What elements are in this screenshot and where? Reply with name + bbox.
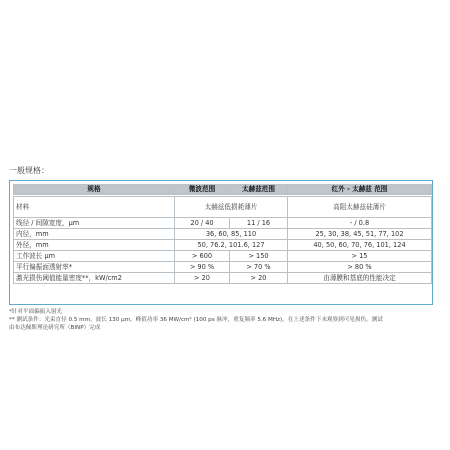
cell-wire-thz: 11 / 16 bbox=[230, 218, 288, 229]
footnote-2: ** 测试条件：光束直径 0.5 mm，波长 130 µm，峰值功率 36 MW/cm² (100 ps 脉冲，重复频率 5.6 MHz)，在上述条件下未观察到可见损伤。测试 bbox=[9, 317, 383, 323]
row-label-wire: 线径 / 间隙宽度，µm bbox=[14, 218, 175, 229]
spec-table bbox=[13, 184, 432, 284]
cell-material-mw-thz: 太赫兹低损耗薄片 bbox=[175, 197, 288, 218]
cell-wire-ir: - / 0.8 bbox=[288, 218, 432, 229]
cell-damage-ir: 由薄膜和基底的性能决定 bbox=[288, 273, 432, 284]
cell-transmission-ir: > 80 % bbox=[288, 262, 432, 273]
column-header-terahertz: 太赫兹范围 bbox=[230, 185, 288, 195]
table-header-row bbox=[14, 185, 432, 195]
cell-outer-mw-thz: 50, 76.2, 101.6, 127 bbox=[175, 240, 288, 251]
cell-damage-thz: > 20 bbox=[230, 273, 288, 284]
table-row bbox=[14, 251, 432, 262]
spec-table-frame bbox=[9, 180, 433, 305]
row-label-outer-diameter: 外径，mm bbox=[14, 240, 175, 251]
row-label-wavelength: 工作波长 µm bbox=[14, 251, 175, 262]
cell-transmission-mw: > 90 % bbox=[175, 262, 230, 273]
column-header-ir-thz: 红外 - 太赫兹 范围 bbox=[288, 185, 432, 195]
cell-damage-mw: > 20 bbox=[175, 273, 230, 284]
table-row bbox=[14, 262, 432, 273]
footnotes bbox=[9, 308, 441, 332]
table-row bbox=[14, 229, 432, 240]
cell-inner-mw-thz: 36, 60, 85, 110 bbox=[175, 229, 288, 240]
row-label-inner-diameter: 内径，mm bbox=[14, 229, 175, 240]
cell-wavelength-thz: > 150 bbox=[230, 251, 288, 262]
table-row bbox=[14, 218, 432, 229]
cell-outer-ir: 40, 50, 60, 70, 76, 101, 124 bbox=[288, 240, 432, 251]
footnote-1: *针对平面偏振入射光 bbox=[9, 309, 63, 315]
row-label-material: 材料 bbox=[14, 197, 175, 218]
cell-transmission-thz: > 70 % bbox=[230, 262, 288, 273]
cell-inner-ir: 25, 30, 38, 45, 51, 77, 102 bbox=[288, 229, 432, 240]
column-header-microwave: 微波范围 bbox=[175, 185, 230, 195]
row-label-transmission: 平行偏振面透射率* bbox=[14, 262, 175, 273]
row-label-damage-threshold: 激光损伤阈值能量密度**，kW/cm2 bbox=[14, 273, 175, 284]
table-row bbox=[14, 197, 432, 218]
column-header-spec: 规格 bbox=[14, 185, 175, 195]
cell-wire-mw: 20 / 40 bbox=[175, 218, 230, 229]
cell-wavelength-ir: > 15 bbox=[288, 251, 432, 262]
table-row bbox=[14, 240, 432, 251]
footnote-3: 由布达佩斯理论研究所（BINP）完成 bbox=[9, 325, 101, 331]
cell-material-ir: 高阻太赫兹硅薄片 bbox=[288, 197, 432, 218]
cell-wavelength-mw: > 600 bbox=[175, 251, 230, 262]
table-row bbox=[14, 273, 432, 284]
section-heading: 一般规格： bbox=[9, 166, 49, 175]
